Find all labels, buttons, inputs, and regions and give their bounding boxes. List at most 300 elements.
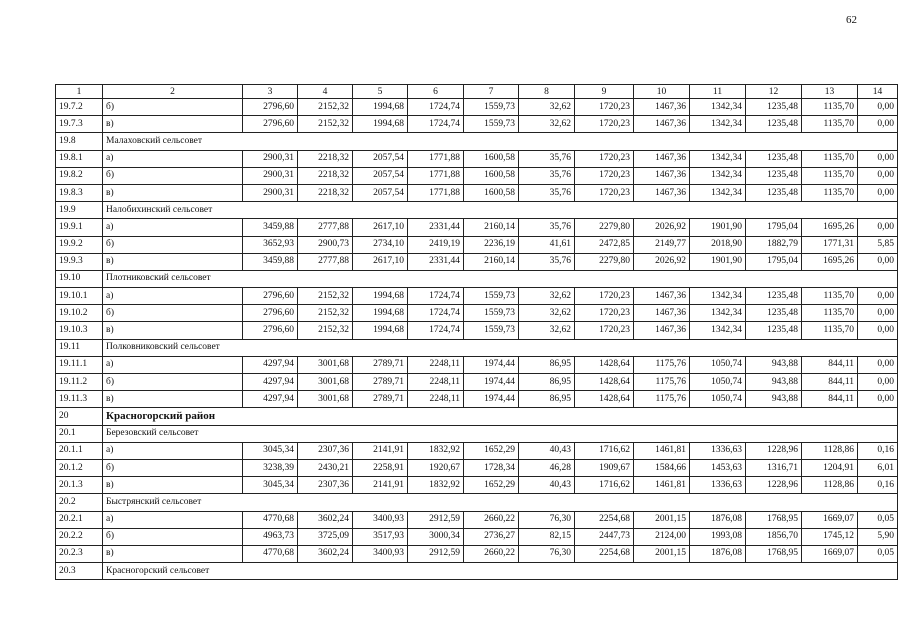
row-subitem: в) (103, 545, 243, 562)
value-cell: 2160,14 (464, 219, 519, 236)
value-cell: 2734,10 (353, 236, 408, 253)
value-cell: 1974,44 (464, 356, 519, 373)
row-subitem: б) (103, 236, 243, 253)
value-cell: 2218,32 (298, 184, 353, 201)
row-subitem: в) (103, 477, 243, 494)
value-cell: 1453,63 (690, 459, 746, 476)
value-cell: 1993,08 (690, 528, 746, 545)
value-cell: 2258,91 (353, 459, 408, 476)
value-cell: 2057,54 (353, 167, 408, 184)
value-cell: 1994,68 (353, 288, 408, 305)
row-code: 20.1 (56, 425, 103, 442)
value-cell: 1128,86 (802, 477, 858, 494)
column-header: 14 (858, 85, 898, 99)
value-cell: 1135,70 (802, 116, 858, 133)
value-cell: 844,11 (802, 374, 858, 391)
value-cell: 41,61 (519, 236, 575, 253)
value-cell: 844,11 (802, 356, 858, 373)
value-cell: 2796,60 (243, 288, 298, 305)
value-cell: 2152,32 (298, 288, 353, 305)
value-cell: 1771,31 (802, 236, 858, 253)
value-cell: 3602,24 (298, 545, 353, 562)
value-cell: 1461,81 (634, 442, 690, 459)
row-code: 19.7.3 (56, 116, 103, 133)
value-cell: 2736,27 (464, 528, 519, 545)
value-cell: 40,43 (519, 442, 575, 459)
value-cell: 1974,44 (464, 391, 519, 408)
value-cell: 1559,73 (464, 99, 519, 116)
value-cell: 3400,93 (353, 511, 408, 528)
row-code: 19.8.3 (56, 184, 103, 201)
table-row (56, 442, 898, 459)
row-subitem: а) (103, 288, 243, 305)
value-cell: 2912,59 (408, 511, 464, 528)
table-row (56, 150, 898, 167)
value-cell: 1720,23 (575, 150, 634, 167)
value-cell: 2789,71 (353, 391, 408, 408)
value-cell: 1135,70 (802, 99, 858, 116)
row-code: 20 (56, 408, 103, 425)
value-cell: 6,01 (858, 459, 898, 476)
group-row (56, 270, 898, 287)
value-cell: 1720,23 (575, 184, 634, 201)
value-cell: 2001,15 (634, 511, 690, 528)
value-cell: 4297,94 (243, 374, 298, 391)
column-header: 7 (464, 85, 519, 99)
value-cell: 4963,73 (243, 528, 298, 545)
value-cell: 46,28 (519, 459, 575, 476)
value-cell: 2152,32 (298, 99, 353, 116)
value-cell: 2149,77 (634, 236, 690, 253)
column-header: 2 (103, 85, 243, 99)
row-code: 20.2.1 (56, 511, 103, 528)
table-row (56, 511, 898, 528)
value-cell: 1745,12 (802, 528, 858, 545)
value-cell: 1669,07 (802, 511, 858, 528)
value-cell: 1204,91 (802, 459, 858, 476)
row-subitem: а) (103, 356, 243, 373)
value-cell: 1175,76 (634, 356, 690, 373)
value-cell: 0,05 (858, 511, 898, 528)
row-subitem: а) (103, 150, 243, 167)
value-cell: 2218,32 (298, 150, 353, 167)
row-code: 19.10.1 (56, 288, 103, 305)
tariff-table (55, 84, 898, 580)
value-cell: 1050,74 (690, 391, 746, 408)
value-cell: 3000,34 (408, 528, 464, 545)
value-cell: 2018,90 (690, 236, 746, 253)
value-cell: 1235,48 (746, 305, 802, 322)
value-cell: 3001,68 (298, 391, 353, 408)
value-cell: 1724,74 (408, 99, 464, 116)
row-subitem: в) (103, 116, 243, 133)
row-code: 19.10.2 (56, 305, 103, 322)
value-cell: 1342,34 (690, 288, 746, 305)
row-subitem: б) (103, 374, 243, 391)
value-cell: 3045,34 (243, 477, 298, 494)
value-cell: 1135,70 (802, 322, 858, 339)
value-cell: 1795,04 (746, 253, 802, 270)
district-row (56, 408, 898, 425)
column-header: 3 (243, 85, 298, 99)
value-cell: 1901,90 (690, 253, 746, 270)
row-code: 19.9.2 (56, 236, 103, 253)
value-cell: 2307,36 (298, 477, 353, 494)
row-subitem: б) (103, 459, 243, 476)
value-cell: 3725,09 (298, 528, 353, 545)
value-cell: 2026,92 (634, 219, 690, 236)
value-cell: 1050,74 (690, 356, 746, 373)
value-cell: 2900,31 (243, 184, 298, 201)
table-row (56, 116, 898, 133)
value-cell: 0,00 (858, 288, 898, 305)
value-cell: 3001,68 (298, 374, 353, 391)
value-cell: 943,88 (746, 391, 802, 408)
value-cell: 35,76 (519, 219, 575, 236)
row-code: 19.11.1 (56, 356, 103, 373)
value-cell: 1720,23 (575, 288, 634, 305)
value-cell: 40,43 (519, 477, 575, 494)
value-cell: 1974,44 (464, 374, 519, 391)
group-title: Быстрянский сельсовет (103, 494, 898, 511)
value-cell: 1876,08 (690, 545, 746, 562)
group-title: Полковниковский сельсовет (103, 339, 898, 356)
value-cell: 1559,73 (464, 288, 519, 305)
value-cell: 1994,68 (353, 116, 408, 133)
value-cell: 1920,67 (408, 459, 464, 476)
value-cell: 3517,93 (353, 528, 408, 545)
value-cell: 1768,95 (746, 545, 802, 562)
value-cell: 1909,67 (575, 459, 634, 476)
value-cell: 943,88 (746, 356, 802, 373)
value-cell: 2472,85 (575, 236, 634, 253)
value-cell: 1728,34 (464, 459, 519, 476)
row-code: 19.8.1 (56, 150, 103, 167)
value-cell: 2254,68 (575, 511, 634, 528)
value-cell: 35,76 (519, 167, 575, 184)
value-cell: 32,62 (519, 116, 575, 133)
value-cell: 1771,88 (408, 167, 464, 184)
value-cell: 1235,48 (746, 288, 802, 305)
table-row (56, 236, 898, 253)
value-cell: 2796,60 (243, 305, 298, 322)
value-cell: 2124,00 (634, 528, 690, 545)
column-header: 10 (634, 85, 690, 99)
value-cell: 4770,68 (243, 511, 298, 528)
value-cell: 2796,60 (243, 116, 298, 133)
value-cell: 1901,90 (690, 219, 746, 236)
table-row (56, 167, 898, 184)
value-cell: 1235,48 (746, 99, 802, 116)
value-cell: 3400,93 (353, 545, 408, 562)
row-code: 19.7.2 (56, 99, 103, 116)
value-cell: 943,88 (746, 374, 802, 391)
column-header: 11 (690, 85, 746, 99)
value-cell: 1336,63 (690, 477, 746, 494)
value-cell: 1228,96 (746, 477, 802, 494)
value-cell: 1559,73 (464, 305, 519, 322)
value-cell: 5,90 (858, 528, 898, 545)
value-cell: 2796,60 (243, 322, 298, 339)
value-cell: 0,05 (858, 545, 898, 562)
row-code: 19.9.1 (56, 219, 103, 236)
value-cell: 1720,23 (575, 99, 634, 116)
row-code: 20.1.3 (56, 477, 103, 494)
row-code: 20.1.1 (56, 442, 103, 459)
value-cell: 0,00 (858, 253, 898, 270)
value-cell: 1771,88 (408, 184, 464, 201)
value-cell: 2141,91 (353, 477, 408, 494)
value-cell: 1467,36 (634, 305, 690, 322)
value-cell: 4297,94 (243, 356, 298, 373)
value-cell: 1720,23 (575, 322, 634, 339)
table-row (56, 356, 898, 373)
value-cell: 2789,71 (353, 356, 408, 373)
value-cell: 2057,54 (353, 184, 408, 201)
value-cell: 1175,76 (634, 391, 690, 408)
row-subitem: в) (103, 322, 243, 339)
value-cell: 0,00 (858, 184, 898, 201)
value-cell: 1467,36 (634, 184, 690, 201)
value-cell: 0,00 (858, 116, 898, 133)
group-row (56, 563, 898, 580)
row-subitem: в) (103, 184, 243, 201)
value-cell: 1467,36 (634, 150, 690, 167)
row-code: 20.1.2 (56, 459, 103, 476)
value-cell: 1342,34 (690, 99, 746, 116)
value-cell: 0,00 (858, 391, 898, 408)
row-subitem: а) (103, 442, 243, 459)
table-row (56, 477, 898, 494)
value-cell: 1559,73 (464, 116, 519, 133)
value-cell: 0,00 (858, 99, 898, 116)
table-row (56, 459, 898, 476)
row-subitem: б) (103, 305, 243, 322)
value-cell: 1336,63 (690, 442, 746, 459)
value-cell: 1342,34 (690, 305, 746, 322)
value-cell: 1235,48 (746, 150, 802, 167)
value-cell: 2900,31 (243, 150, 298, 167)
table-row (56, 219, 898, 236)
value-cell: 2900,31 (243, 167, 298, 184)
value-cell: 76,30 (519, 545, 575, 562)
value-cell: 2331,44 (408, 219, 464, 236)
value-cell: 1716,62 (575, 442, 634, 459)
row-code: 19.11.2 (56, 374, 103, 391)
value-cell: 2254,68 (575, 545, 634, 562)
value-cell: 86,95 (519, 356, 575, 373)
value-cell: 2160,14 (464, 253, 519, 270)
value-cell: 2430,21 (298, 459, 353, 476)
value-cell: 1467,36 (634, 167, 690, 184)
value-cell: 1235,48 (746, 116, 802, 133)
value-cell: 2777,88 (298, 253, 353, 270)
column-header: 12 (746, 85, 802, 99)
page-number: 62 (846, 14, 857, 26)
value-cell: 2331,44 (408, 253, 464, 270)
column-header: 13 (802, 85, 858, 99)
value-cell: 1856,70 (746, 528, 802, 545)
value-cell: 3652,93 (243, 236, 298, 253)
group-title: Малаховский сельсовет (103, 133, 898, 150)
value-cell: 2279,80 (575, 253, 634, 270)
row-subitem: б) (103, 528, 243, 545)
value-cell: 2279,80 (575, 219, 634, 236)
row-subitem: б) (103, 167, 243, 184)
value-cell: 1342,34 (690, 184, 746, 201)
value-cell: 4770,68 (243, 545, 298, 562)
value-cell: 1994,68 (353, 322, 408, 339)
value-cell: 3459,88 (243, 253, 298, 270)
column-header: 5 (353, 85, 408, 99)
value-cell: 1235,48 (746, 184, 802, 201)
value-cell: 2447,73 (575, 528, 634, 545)
value-cell: 1724,74 (408, 116, 464, 133)
table-row (56, 374, 898, 391)
value-cell: 35,76 (519, 184, 575, 201)
value-cell: 2248,11 (408, 391, 464, 408)
value-cell: 32,62 (519, 288, 575, 305)
value-cell: 1135,70 (802, 305, 858, 322)
column-header: 4 (298, 85, 353, 99)
value-cell: 3045,34 (243, 442, 298, 459)
group-row (56, 494, 898, 511)
value-cell: 1720,23 (575, 167, 634, 184)
value-cell: 2001,15 (634, 545, 690, 562)
value-cell: 1876,08 (690, 511, 746, 528)
value-cell: 0,00 (858, 374, 898, 391)
row-code: 19.11 (56, 339, 103, 356)
value-cell: 1600,58 (464, 150, 519, 167)
row-code: 20.3 (56, 563, 103, 580)
table-row (56, 253, 898, 270)
value-cell: 1652,29 (464, 477, 519, 494)
header-row (56, 85, 898, 99)
table-row (56, 288, 898, 305)
value-cell: 2307,36 (298, 442, 353, 459)
value-cell: 1771,88 (408, 150, 464, 167)
value-cell: 1832,92 (408, 442, 464, 459)
table-row (56, 184, 898, 201)
value-cell: 2057,54 (353, 150, 408, 167)
column-header: 6 (408, 85, 464, 99)
value-cell: 1695,26 (802, 253, 858, 270)
value-cell: 1724,74 (408, 288, 464, 305)
group-row (56, 425, 898, 442)
table-row (56, 545, 898, 562)
value-cell: 2912,59 (408, 545, 464, 562)
group-title: Налобихинский сельсовет (103, 202, 898, 219)
value-cell: 1228,96 (746, 442, 802, 459)
row-subitem: б) (103, 99, 243, 116)
group-row (56, 133, 898, 150)
value-cell: 0,16 (858, 477, 898, 494)
value-cell: 1342,34 (690, 322, 746, 339)
value-cell: 32,62 (519, 305, 575, 322)
district-title: Красногорский район (103, 408, 898, 425)
value-cell: 1720,23 (575, 116, 634, 133)
value-cell: 2218,32 (298, 167, 353, 184)
column-header: 8 (519, 85, 575, 99)
row-subitem: а) (103, 219, 243, 236)
value-cell: 35,76 (519, 253, 575, 270)
row-code: 19.11.3 (56, 391, 103, 408)
table-row (56, 528, 898, 545)
value-cell: 0,00 (858, 356, 898, 373)
group-row (56, 339, 898, 356)
value-cell: 3238,39 (243, 459, 298, 476)
group-title: Плотниковский сельсовет (103, 270, 898, 287)
value-cell: 32,62 (519, 99, 575, 116)
value-cell: 0,00 (858, 219, 898, 236)
value-cell: 2419,19 (408, 236, 464, 253)
row-code: 20.2 (56, 494, 103, 511)
value-cell: 35,76 (519, 150, 575, 167)
value-cell: 1716,62 (575, 477, 634, 494)
value-cell: 2617,10 (353, 253, 408, 270)
value-cell: 0,16 (858, 442, 898, 459)
row-code: 20.2.3 (56, 545, 103, 562)
value-cell: 86,95 (519, 391, 575, 408)
value-cell: 1994,68 (353, 99, 408, 116)
row-code: 19.8 (56, 133, 103, 150)
value-cell: 2152,32 (298, 305, 353, 322)
table-row (56, 305, 898, 322)
value-cell: 0,00 (858, 167, 898, 184)
value-cell: 1050,74 (690, 374, 746, 391)
value-cell: 1461,81 (634, 477, 690, 494)
table-row (56, 99, 898, 116)
value-cell: 4297,94 (243, 391, 298, 408)
value-cell: 1882,79 (746, 236, 802, 253)
value-cell: 2900,73 (298, 236, 353, 253)
value-cell: 1467,36 (634, 322, 690, 339)
value-cell: 2796,60 (243, 99, 298, 116)
value-cell: 2236,19 (464, 236, 519, 253)
row-code: 19.9 (56, 202, 103, 219)
value-cell: 3459,88 (243, 219, 298, 236)
row-code: 20.2.2 (56, 528, 103, 545)
value-cell: 1720,23 (575, 305, 634, 322)
group-title: Березовский сельсовет (103, 425, 898, 442)
value-cell: 1600,58 (464, 184, 519, 201)
row-subitem: в) (103, 253, 243, 270)
value-cell: 1235,48 (746, 322, 802, 339)
value-cell: 1467,36 (634, 288, 690, 305)
value-cell: 2141,91 (353, 442, 408, 459)
value-cell: 1994,68 (353, 305, 408, 322)
value-cell: 2777,88 (298, 219, 353, 236)
value-cell: 1724,74 (408, 305, 464, 322)
table-row (56, 391, 898, 408)
value-cell: 1135,70 (802, 184, 858, 201)
value-cell: 2248,11 (408, 374, 464, 391)
value-cell: 0,00 (858, 322, 898, 339)
value-cell: 1342,34 (690, 167, 746, 184)
value-cell: 2660,22 (464, 511, 519, 528)
value-cell: 0,00 (858, 150, 898, 167)
value-cell: 3001,68 (298, 356, 353, 373)
table-body (56, 99, 898, 580)
value-cell: 2152,32 (298, 322, 353, 339)
column-header: 9 (575, 85, 634, 99)
value-cell: 3602,24 (298, 511, 353, 528)
value-cell: 1467,36 (634, 116, 690, 133)
value-cell: 2617,10 (353, 219, 408, 236)
group-row (56, 202, 898, 219)
value-cell: 1768,95 (746, 511, 802, 528)
row-subitem: а) (103, 511, 243, 528)
